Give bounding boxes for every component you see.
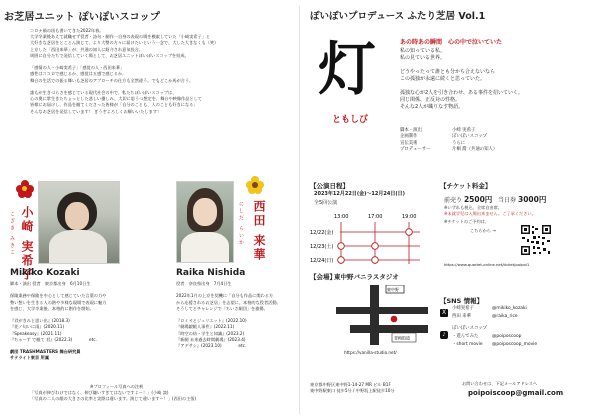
synopsis-line [400, 83, 523, 90]
profile-line: 『新劇 未来過去時間劇場』(2023.4) [176, 336, 246, 342]
sns-name: 西田 来華 [452, 314, 471, 319]
sns-name: ・short movie [452, 342, 483, 347]
schedule-count: 全5回公演 [314, 200, 338, 206]
synopsis-line [400, 62, 523, 69]
synopsis-line: 孤独な心が2人を引き合わせ、ある事件を招いていく。 [400, 90, 523, 96]
advance-label: 前売り [444, 197, 463, 204]
actor2-name-en: Raika Nishida [176, 268, 246, 278]
catchphrase: あの時あの瞬間 心の中で泣いていた [400, 39, 503, 46]
advance-price: 2500円 [463, 195, 493, 204]
title-kanji: 灯 [318, 35, 377, 103]
ticket-note: ※未就学児は入場出来ません。ご了承ください。 [444, 211, 536, 216]
door-price: 3000円 [517, 195, 547, 204]
profile-line: 保険業務や保険を中心として感じていた言葉の力や [10, 293, 107, 299]
sns-handle: @raika_rice [492, 314, 518, 319]
sns-row[interactable] [452, 325, 537, 333]
credit-role: 脚本・演出 [400, 128, 422, 133]
profile-line: 勢い想いを生きる人の熱や多様な現場で表現に魅力 [10, 299, 107, 305]
venue-title: 【会場】 [310, 273, 336, 281]
profile-line: 2022年1月の上京を契機に「自分も作品に関わる方 [176, 293, 274, 299]
credit-role: プロデューサー [400, 147, 431, 153]
credit-row [400, 147, 497, 153]
profile-line: 『Speakeasy』(2021.11) [10, 330, 62, 336]
time-label: 19:00 [402, 214, 417, 220]
credit-name: うらに [452, 140, 466, 146]
performance-dot [338, 243, 345, 250]
sns-handle: @mikiko_kozaki [492, 306, 527, 311]
synopsis-line: 私の知っている私。 [400, 48, 446, 54]
profile-line: 『ちゃーず で観て 君』(2022.3) etc. [10, 336, 97, 342]
intro-line: 舞台の生活での振る舞いも芝居のアプローチの仕方も全然違う。でもどこか馬が合う。 [30, 77, 194, 83]
profile-line: 『劇場緞帳人事件』(2022.11) [176, 324, 235, 330]
intro-line: 「感情の人・小崎実希子」「感覚の人・西田来華」 [30, 65, 125, 71]
actor1-photo [38, 181, 120, 264]
sns-block [440, 305, 537, 349]
credit-role: 宣伝美術 [400, 140, 418, 146]
intro-line: 大学卒業後あえて就職せず役者・詩句・劇作一自身の表現の場を模索していた「小崎実希子」と [30, 34, 211, 40]
intro-line: コロナ禍の頃も書いてきた2022年春。 [30, 28, 104, 33]
note-line: 「写真が伸びわけではなく、伸び嫌いすぎてはないですよー！」(小崎 談) [30, 390, 169, 396]
venue-map [336, 285, 428, 345]
intro-line: 心の奥に掌生きたちょっとした悲しい優しみ、大切に思うつ想定を、舞台や映像作品として [30, 96, 202, 102]
profile-line: を感じ、大学卒業後、本格的に創作を開始。 [10, 305, 94, 311]
sns-row[interactable] [452, 333, 537, 341]
ticket-title: 【チケット料金】 [440, 182, 492, 190]
map-station-label: 東中野 [387, 287, 399, 292]
sns-handle: @poiposcoop_movie [492, 342, 538, 347]
center-divider [299, 6, 300, 414]
schedule-title: 【公演日程】 [310, 182, 349, 190]
performance-dot [372, 257, 379, 264]
credits [400, 128, 497, 154]
profile-line: 『花ノ匂いに雨』(2020.11) [10, 324, 65, 330]
profile-line: 役者 奈良県出身 7月4日生 [176, 281, 232, 286]
map-street-label: 青梅街道 [394, 335, 410, 341]
intro-line: そんなお芝居を発信しています！ ぎうぞよろしくお願いいたします！ [30, 108, 162, 114]
date-label: 12/22(金) [310, 230, 334, 236]
synopsis [400, 48, 523, 111]
profile-line: 『アデサシ』(2023.10) etc. [176, 343, 247, 349]
profile-line: 脚本・演出 役者 東京都出身 6月10日生 [10, 281, 91, 286]
door-label: 当日券 [498, 197, 517, 204]
ticket-url[interactable]: https://www.quartet-online.net/ticket/poipoi1 [444, 262, 530, 267]
actor1-kana: こざき みきこ [9, 211, 15, 257]
intro-text [30, 28, 292, 115]
schedule-dates: 2023年12月22日(金)〜12月24日(日) [314, 191, 405, 197]
ticket-prices [444, 194, 546, 205]
profile-line: 『時空の紡・学生と知識』(2023.2) [176, 330, 245, 336]
ticket-qr-code[interactable] [520, 224, 552, 256]
actor2-photo [176, 181, 234, 263]
date-label: 12/24(日) [310, 258, 334, 264]
sns-title: 【SNS 情報】 [440, 297, 484, 305]
synopsis-line: そんな2人が織りなす物語。 [400, 104, 464, 110]
venue-url[interactable]: https://vanilla-studio.net/ [344, 350, 397, 355]
sns-name: 小崎実希子 [452, 306, 474, 311]
actor2-kana: にしだ らいか [238, 201, 244, 247]
sunflower-icon [246, 176, 264, 194]
sns-handle: @poiposcoop [492, 334, 522, 339]
profile-line: 劇団 TRASHMASTERS 舞台研究員 [10, 349, 81, 355]
venue-access: 東中野駅東口 徒歩5分 / 中野坂上駅徒歩10分 [310, 388, 395, 393]
intro-line: 上京した「西田来華」が、共通の知人に紹介され意気投合。 [30, 46, 144, 52]
sns-row[interactable] [452, 341, 537, 349]
contact-text: お問い合わせは、下記メールアドレスへ [462, 381, 538, 386]
credit-role: 企画制作 [400, 134, 418, 140]
intro-line: 感性はココロで感じるか、感覚は五感で感じるか。 [30, 71, 127, 77]
profile-line: そうしてとチャレンジで「ちいさ劇団」を旗揚。 [176, 305, 268, 311]
actor1-profile [10, 281, 135, 362]
profile-line: 『君がきみと思い出』(2018.3) [10, 318, 70, 324]
unit-title: お芝居ユニット ぽいぽいスコップ [4, 12, 161, 23]
synopsis-line: 同じ関係、正反対の性格。 [400, 97, 461, 103]
sns-row[interactable] [452, 313, 527, 321]
actor2-profile [176, 281, 294, 349]
sns-row[interactable] [452, 305, 527, 313]
x-logo-icon: X [441, 309, 447, 316]
synopsis-line: 私の見ている世界。 [400, 55, 446, 61]
intro-line: 皆様にお届けし、作品を観てくださった皆様が「自分のことも、人のことも好きになる」 [30, 102, 198, 108]
ticket-note: ※いずれも税込、全席自由席。 [444, 205, 502, 210]
profile-line: から応援されるお芝居」を志望に、本格的な役者活動。 [176, 299, 281, 305]
performance-dot [406, 229, 413, 236]
tiktok-logo-icon: ♪ [440, 331, 448, 339]
venue-marker [391, 316, 398, 323]
profile-line: 『ロミオとジュリエット』(2022.10) [176, 318, 247, 324]
schedule-grid [310, 212, 430, 270]
intro-line: 大好きな芝居をとことん演じて、より大勢の方々に届けたいという一念で、大した大きなくも（笑） [30, 40, 219, 46]
performance-dot [372, 243, 379, 250]
note-line: ※プロフィール写真への注釈 [90, 384, 144, 389]
credit-name: ぽいぽいスコップ [452, 134, 488, 140]
contact-email[interactable]: poipoiscoop@gmail.com [468, 389, 564, 397]
actor2-name: 西田 来華 [252, 200, 266, 263]
synopsis-line: この孤独が永遠に続くと思っていた。 [400, 76, 486, 82]
profile-line: サテライト東京 所属 [10, 355, 50, 361]
time-label: 17:00 [368, 214, 383, 220]
ticket-note: ※チケットのご予約は、 [444, 219, 490, 224]
credit-name: 片桐 喬（共通の知人） [452, 147, 498, 153]
title-kana: ともしび [332, 115, 369, 125]
venue-address: 東京都中野区東中野1-14-27 MR ビル B1F [310, 382, 391, 387]
actor1-name: 小崎 実希子 [20, 206, 34, 283]
date-label: 12/23(土) [310, 244, 334, 250]
time-label: 13:00 [334, 214, 349, 220]
sns-name: ぽいぽいスコップ [452, 326, 488, 331]
camellia-flower-icon [16, 180, 34, 198]
photo-notes [30, 384, 196, 403]
performance-dot [338, 257, 345, 264]
note-line: 「写真の二人の顔の大きさの比率と実際は違います。演じて違いますー！」(西田の主張) [30, 396, 197, 402]
synopsis-line: どうやったって誰とも分かち合えないなら [400, 69, 496, 75]
credit-name: 小崎 実希子 [452, 128, 476, 133]
intro-line: 誰もが生きづらさを感じている現代社会の中で、私たちぽいぽいスコップは、 [30, 90, 177, 96]
ticket-link[interactable]: こちらから → [470, 228, 496, 233]
actor1-name-en: Mikiko Kozaki [10, 268, 80, 278]
production-title: ぽいぽいプロデュース ふたり芝居 Vol.1 [310, 11, 486, 22]
venue-name: 東中野バニラスタジオ [334, 273, 399, 281]
intro-line: 周囲に自分たちで発信していく場として、お芝居ユニットぽいぽいスコップを結成。 [30, 52, 189, 58]
sns-name: ・遊んでみた [452, 334, 479, 339]
